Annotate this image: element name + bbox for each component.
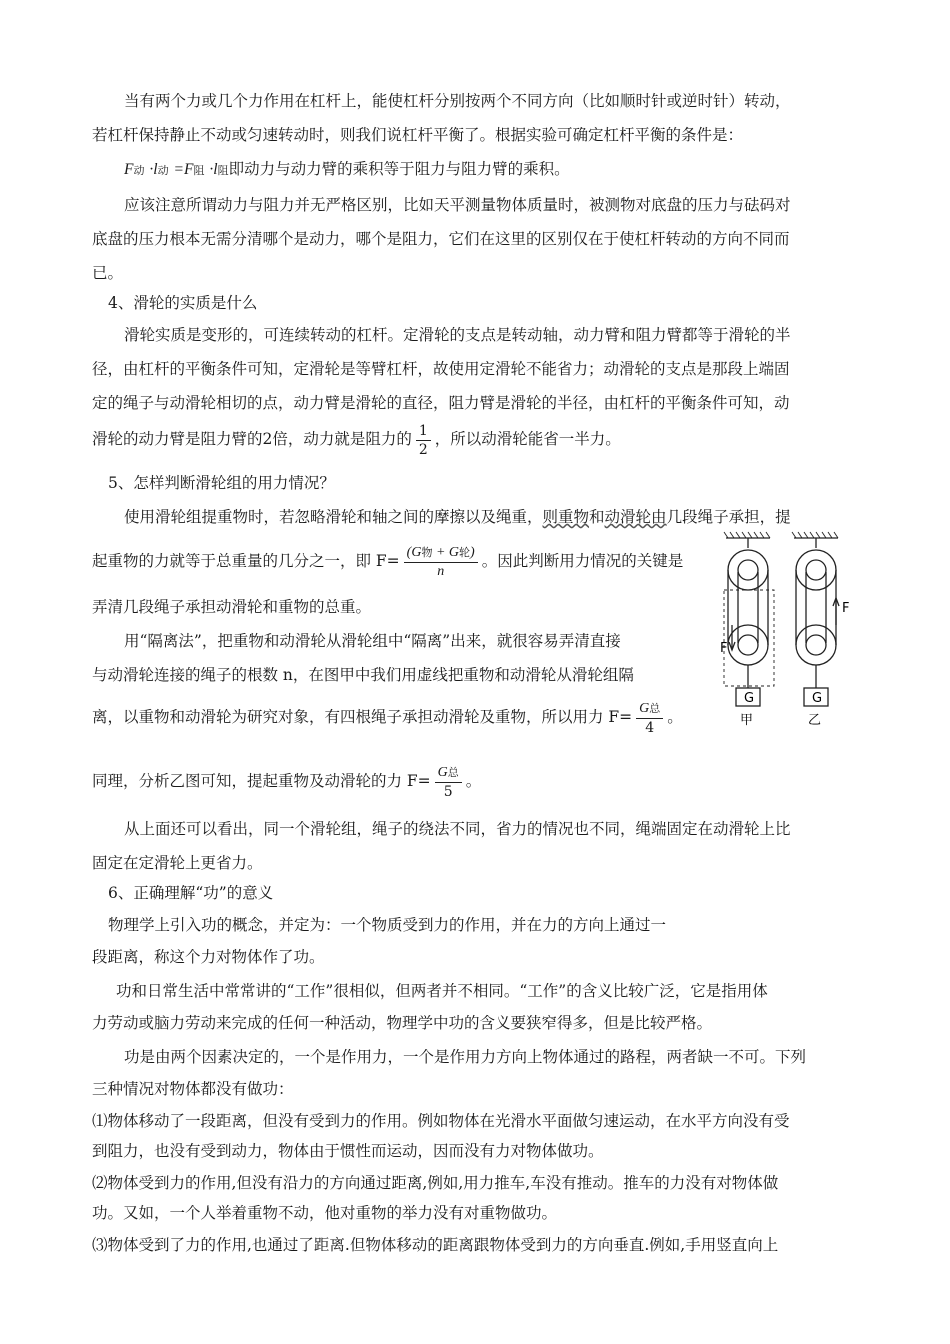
caption-jia: 甲 bbox=[740, 713, 754, 728]
paragraph-line: 径，由杠杆的平衡条件可知，定滑轮是等臂杠杆，故使用定滑轮不能省力；动滑轮的支点是那段上端固 bbox=[92, 360, 790, 378]
paragraph-line bbox=[124, 506, 791, 528]
underlined-text: 则重物 bbox=[542, 508, 590, 526]
fraction-denominator: 2 bbox=[418, 441, 428, 458]
weight-label-b: G bbox=[812, 691, 823, 706]
list-item: ⑶物体受到了力的作用,也通过了距离.但物体移动的距离跟物体受到力的方向垂直.例如,手用竖直向上 bbox=[92, 1236, 779, 1254]
fraction-half bbox=[416, 422, 431, 459]
paragraph-line bbox=[92, 420, 621, 459]
formula-symbol: G bbox=[437, 764, 448, 780]
paragraph-line: 三种情况对物体都没有做功： bbox=[92, 1080, 294, 1098]
weight-label-a: G bbox=[744, 691, 755, 706]
paragraph-line bbox=[92, 760, 481, 802]
paragraph-line: 段距离，称这个力对物体作了功。 bbox=[92, 948, 325, 966]
underlined-text: 动滑轮由 bbox=[604, 508, 667, 526]
paragraph-line: 力劳动或脑力劳动来完成的任何一种活动，物理学中功的含义要狭窄得多，但是比较严格。 bbox=[92, 1014, 713, 1032]
force-label-left: F bbox=[720, 641, 728, 656]
section-heading: 4、滑轮的实质是什么 bbox=[108, 294, 258, 312]
list-item-continuation: 功。又如，一个人举着重物不动，他对重物的举力没有对重物做功。 bbox=[92, 1204, 558, 1222]
paragraph-line bbox=[92, 696, 683, 738]
paragraph-line: 定的绳子与动滑轮相切的点，动力臂是滑轮的直径，阻力臂是滑轮的半径，由杠杆的平衡条件可知，动 bbox=[92, 394, 790, 412]
fraction-denominator: 4 bbox=[645, 719, 655, 736]
text-run: ，所以动滑轮能省一半力。 bbox=[434, 430, 621, 448]
paragraph-line: 固定在定滑轮上更省力。 bbox=[92, 854, 263, 872]
formula-symbol: ·l bbox=[209, 161, 218, 178]
formula-subscript: 阻 bbox=[217, 164, 229, 177]
caption-yi: 乙 bbox=[808, 713, 822, 728]
formula-subscript: 总 bbox=[447, 766, 459, 779]
formula-symbol: F bbox=[124, 161, 134, 178]
paragraph-line: 物理学上引入功的概念，并定为：一个物质受到力的作用，并在力的方向上通过一 bbox=[108, 916, 667, 934]
list-item: ⑴物体移动了一段距离，但没有受到力的作用。例如物体在光滑水平面做匀速运动，在水平方向没有受 bbox=[92, 1112, 790, 1130]
list-item: ⑵物体受到力的作用,但没有沿力的方向通过距离,例如,用力推车,车没有推动。推车的力没有对物体做 bbox=[92, 1174, 779, 1192]
text-run: 起重物的力就等于总重量的几分之一，即 F= bbox=[92, 552, 400, 570]
formula-subscript: 动 bbox=[133, 164, 145, 177]
paragraph-line: 弄清几段绳子承担动滑轮和重物的总重。 bbox=[92, 598, 372, 616]
fraction-denominator: n bbox=[437, 563, 445, 579]
section-heading: 5、怎样判断滑轮组的用力情况？ bbox=[108, 474, 335, 492]
formula-explanation: 即动力与动力臂的乘积等于阻力与阻力臂的乘积。 bbox=[228, 160, 570, 178]
fraction-denominator: 5 bbox=[443, 783, 453, 800]
pulley-diagram-svg bbox=[712, 530, 852, 730]
fraction-numerator bbox=[636, 700, 663, 719]
paragraph-line: 已。 bbox=[92, 264, 124, 282]
fraction-numerator: (G物 + G轮) bbox=[404, 544, 478, 563]
fraction-numerator: 1 bbox=[416, 422, 431, 441]
list-item-continuation: 到阻力，也没有受到动力，物体由于惯性而运动，因而没有力对物体做功。 bbox=[92, 1142, 604, 1160]
formula-subscript: 总 bbox=[649, 702, 661, 715]
text-run: 滑轮的动力臂是阻力臂的2倍，动力就是阻力的 bbox=[92, 430, 412, 448]
text-run: 使用滑轮组提重物时，若忽略滑轮和轴之间的摩擦以及绳重， bbox=[124, 508, 543, 526]
formula-symbol: =F bbox=[173, 161, 194, 178]
force-fraction-4 bbox=[636, 700, 663, 737]
paragraph-line: 功是由两个因素决定的，一个是作用力，一个是作用力方向上物体通过的路程，两者缺一不可。下列 bbox=[124, 1048, 807, 1066]
paragraph-line: 若杠杆保持静止不动或匀速转动时，则我们说杠杆平衡了。根据实验可确定杠杆平衡的条件是： bbox=[92, 126, 744, 144]
paragraph-line: 从上面还可以看出，同一个滑轮组，绳子的绕法不同，省力的情况也不同，绳端固定在动滑轮上比 bbox=[124, 820, 791, 838]
formula-subscript: 阻 bbox=[193, 164, 205, 177]
formula-subscript: 动 bbox=[157, 164, 169, 177]
lever-formula-line bbox=[124, 158, 570, 182]
paragraph-line: 应该注意所谓动力与阻力并无严格区别，比如天平测量物体质量时，被测物对底盘的压力与砝码对 bbox=[124, 196, 791, 214]
paragraph-line: 底盘的压力根本无需分清哪个是动力，哪个是阻力，它们在这里的区别仅在于使杠杆转动的方向不同而 bbox=[92, 230, 790, 248]
text-run: 离，以重物和动滑轮为研究对象，有四根绳子承担动滑轮及重物，所以用力 F= bbox=[92, 708, 633, 726]
pulley-force-fraction bbox=[404, 544, 478, 581]
paragraph-line: 用“隔离法”，把重物和动滑轮从滑轮组中“隔离”出来，就很容易弄清直接 bbox=[124, 632, 621, 650]
formula-symbol: G bbox=[411, 544, 422, 560]
text-run: 。因此判断用力情况的关键是 bbox=[481, 552, 684, 570]
formula-symbol: ·l bbox=[149, 161, 158, 178]
formula-subscript: 轮 bbox=[459, 546, 471, 559]
paragraph-line: 功和日常生活中常常讲的“工作”很相似，但两者并不相同。“工作”的含义比较广泛，它是指用体 bbox=[116, 982, 768, 1000]
force-fraction-5 bbox=[435, 764, 462, 801]
text-run: 和 bbox=[589, 508, 605, 526]
text-run: 几段绳子承担，提 bbox=[666, 508, 791, 526]
text-run: 。 bbox=[667, 708, 683, 726]
formula-symbol: G bbox=[639, 700, 650, 716]
formula-symbol: + G bbox=[435, 544, 460, 560]
force-label-right: F bbox=[842, 601, 850, 616]
paragraph-line bbox=[92, 540, 683, 582]
fraction-numerator bbox=[435, 764, 462, 783]
paragraph-line: 当有两个力或几个力作用在杠杆上，能使杠杆分别按两个不同方向（比如顺时针或逆时针）转动， bbox=[124, 92, 791, 110]
pulley-diagram bbox=[712, 530, 852, 730]
paragraph-line: 滑轮实质是变形的，可连续转动的杠杆。定滑轮的支点是转动轴，动力臂和阻力臂都等于滑轮的半 bbox=[124, 326, 791, 344]
paragraph-line: 与动滑轮连接的绳子的根数 n，在图甲中我们用虚线把重物和动滑轮从滑轮组隔 bbox=[92, 666, 634, 684]
formula-subscript: 物 bbox=[421, 546, 433, 559]
text-run: 同理，分析乙图可知，提起重物及动滑轮的力 F= bbox=[92, 772, 431, 790]
section-heading: 6、正确理解“功”的意义 bbox=[108, 884, 274, 902]
text-run: 。 bbox=[465, 772, 482, 790]
